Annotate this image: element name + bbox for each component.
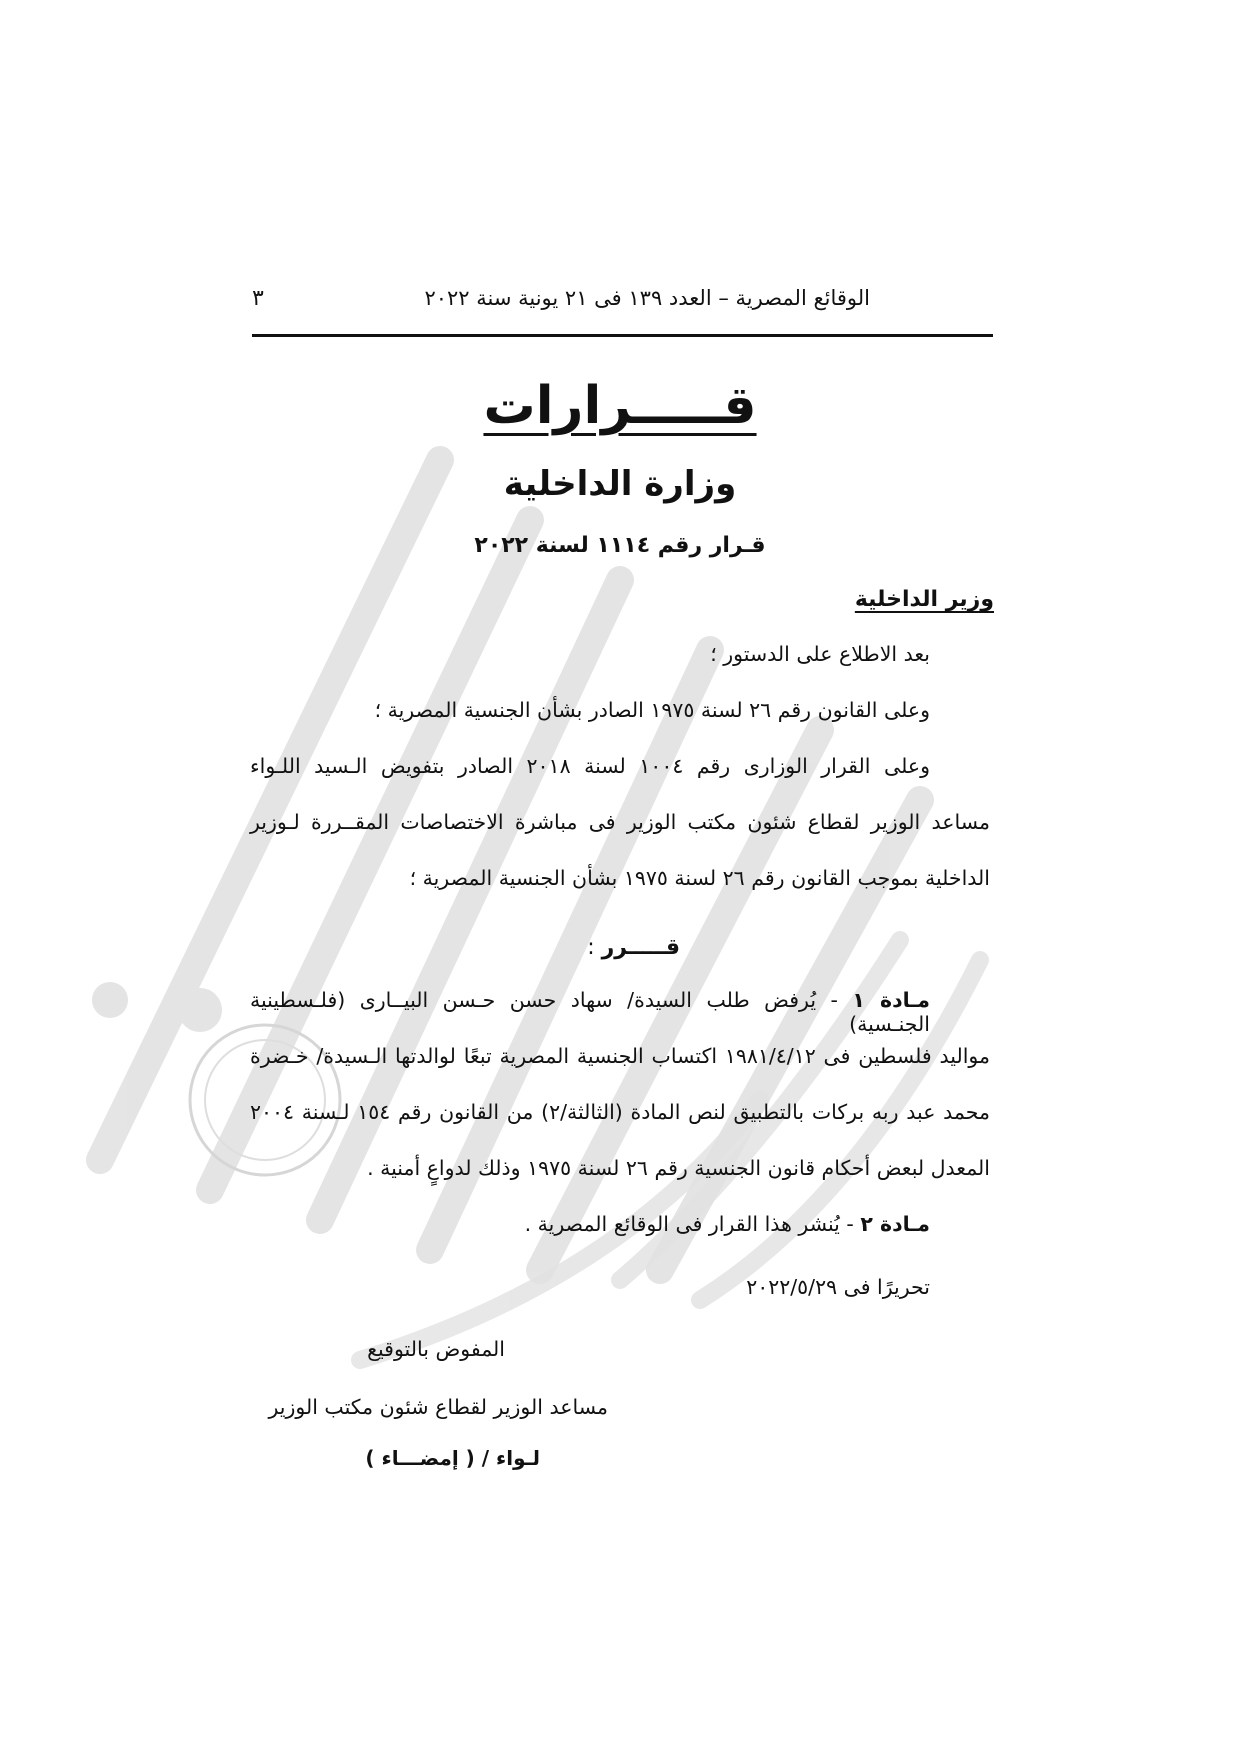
- issue-date: تحريرًا فى ٢٠٢٢/٥/٢٩: [746, 1275, 930, 1299]
- article-1-line: [250, 988, 930, 1036]
- section-title: قـــــرارات: [483, 376, 757, 436]
- article-2-label: مـادة ٢: [860, 1212, 930, 1236]
- article-1-text: - يُرفض طلب السيدة/ سهاد حسن حـسن البيــارى (فلـسطينية الجنـسية): [250, 988, 930, 1036]
- decides-colon: :: [587, 935, 602, 960]
- article-2-text: - يُنشر هذا القرار فى الوقائع المصرية .: [524, 1212, 861, 1236]
- running-header: الوقائع المصرية – العدد ١٣٩ فى ٢١ يونية سنة ٢٠٢٢: [424, 286, 870, 310]
- ministry-name: وزارة الداخلية: [503, 464, 737, 504]
- article-1-label: مـادة ١: [852, 988, 931, 1012]
- article-1-line: مواليد فلسطين فى ١٩٨١/٤/١٢ اكتساب الجنسية المصرية تبعًا لوالدتها الـسيدة/ خـضرة: [250, 1044, 990, 1068]
- article-1-line: محمد عبد ربه بركات بالتطبيق لنص المادة (الثالثة/٢) من القانون رقم ١٥٤ لـسنة ٢٠٠٤: [250, 1100, 990, 1124]
- preamble-line: بعد الاطلاع على الدستور ؛: [710, 642, 930, 666]
- article-2-line: [525, 1212, 930, 1236]
- signature-name: لـواء / ( إمضـــاء ): [365, 1446, 540, 1470]
- preamble-line: وعلى القرار الوزارى رقم ١٠٠٤ لسنة ٢٠١٨ الصادر بتفويض الـسيد اللـواء: [250, 754, 930, 778]
- issuer-heading: وزير الداخلية: [854, 587, 994, 612]
- page-number: ٣: [252, 286, 264, 311]
- preamble-line: مساعد الوزير لقطاع شئون مكتب الوزير فى مباشرة الاختصاصات المقــررة لـوزير: [250, 810, 990, 834]
- preamble-line: الداخلية بموجب القانون رقم ٢٦ لسنة ١٩٧٥ بشأن الجنسية المصرية ؛: [409, 866, 990, 890]
- decides-heading: [587, 935, 680, 960]
- signature-title: مساعد الوزير لقطاع شئون مكتب الوزير: [268, 1395, 608, 1419]
- header-divider: [252, 334, 993, 337]
- preamble-line: وعلى القانون رقم ٢٦ لسنة ١٩٧٥ الصادر بشأن الجنسية المصرية ؛: [374, 698, 930, 722]
- article-1-line: المعدل لبعض أحكام قانون الجنسية رقم ٢٦ لسنة ١٩٧٥ وذلك لدواعٍ أمنية .: [367, 1156, 990, 1180]
- decides-label: قـــــرر: [601, 935, 680, 960]
- signature-delegated: المفوض بالتوقيع: [367, 1337, 505, 1361]
- decree-number: قـرار رقم ١١١٤ لسنة ٢٠٢٢: [474, 533, 766, 558]
